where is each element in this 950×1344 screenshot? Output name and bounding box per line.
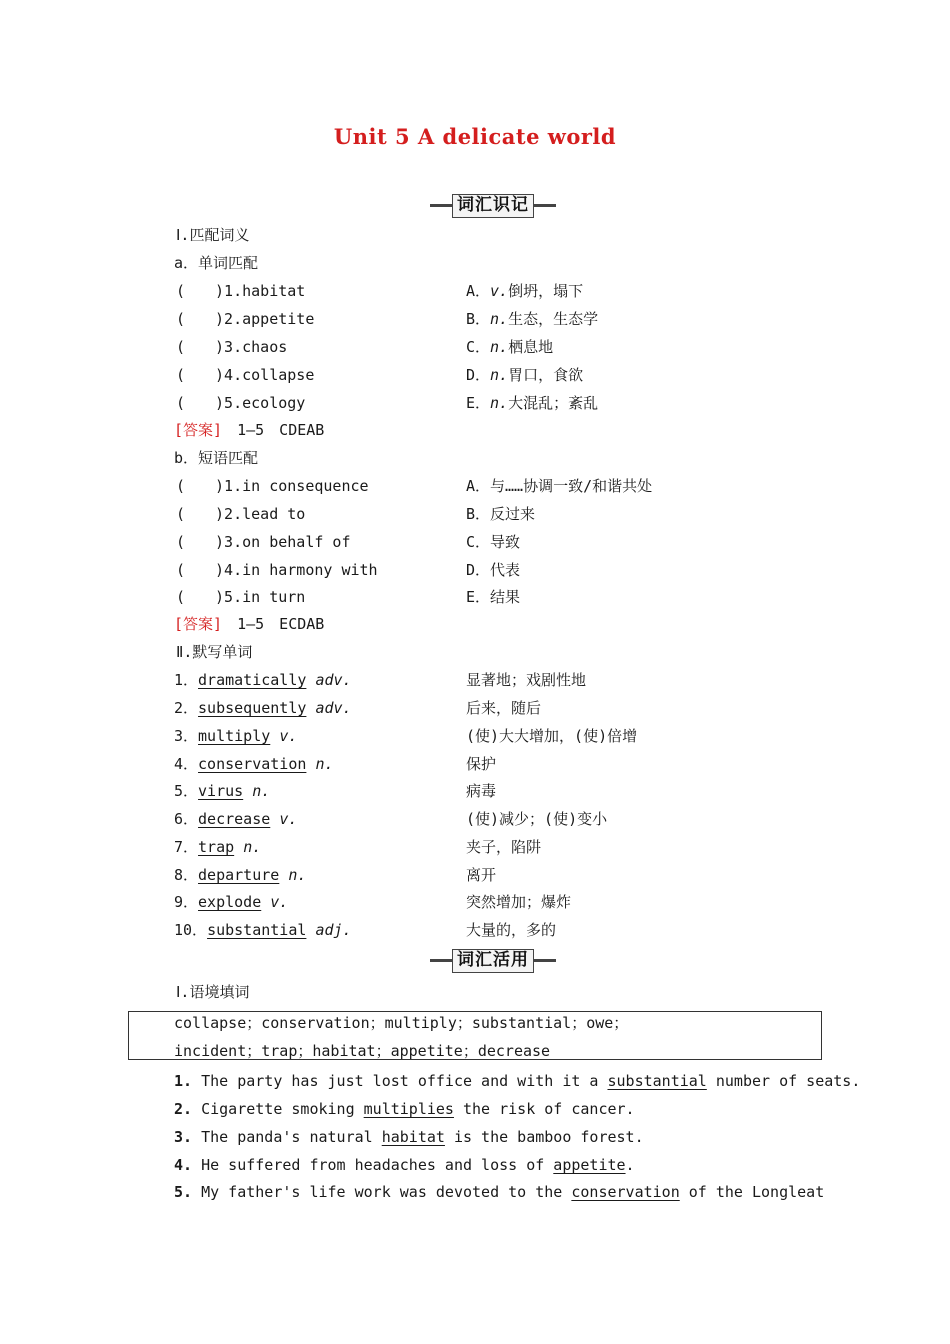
spelling-meaning: 夹子，陷阱	[466, 838, 542, 856]
sentence-item: 2. Cigarette smoking multiplies the risk of cancer.	[174, 1100, 635, 1118]
spelling-item: 4．conservation n.	[174, 755, 334, 773]
banner-label: 词汇识记	[457, 195, 529, 215]
word-match-option: B．n.生态，生态学	[466, 310, 599, 328]
phrase-match-heading: b．短语匹配	[174, 449, 259, 467]
spelling-meaning: 病毒	[466, 782, 497, 800]
spelling-meaning: 突然增加；爆炸	[466, 893, 572, 911]
spelling-item: 1．dramatically adv.	[174, 671, 352, 689]
phrase-match-option: E．结果	[466, 588, 521, 606]
spelling-item: 9．explode v.	[174, 893, 289, 911]
spelling-item: 7．trap n.	[174, 838, 262, 856]
word-match-question: ( )4.collapse	[176, 366, 315, 384]
sentence-item: 5. My father's life work was devoted to the conservation of the Longleat	[174, 1183, 825, 1201]
word-match-question: ( )2.appetite	[176, 310, 315, 328]
section-banner-vocab-memorize	[430, 192, 556, 218]
phrase-match-option: C．导致	[466, 533, 521, 551]
phrase-match-question: ( )3.on behalf of	[176, 533, 351, 551]
part1-heading: Ⅰ.匹配词义	[176, 226, 250, 244]
part2-heading: Ⅱ.默写单词	[176, 643, 253, 661]
word-match-option: E．n.大混乱；紊乱	[466, 394, 599, 412]
spelling-meaning: 保护	[466, 755, 497, 773]
phrase-match-question: ( )2.lead to	[176, 505, 306, 523]
page-title: Unit 5 A delicate world	[333, 124, 617, 149]
phrase-match-option: B．反过来	[466, 505, 536, 523]
word-match-question: ( )3.chaos	[176, 338, 288, 356]
word-match-option: A．v.倒坍，塌下	[466, 282, 584, 300]
word-bank-line: incident；trap；habitat；appetite；decrease	[174, 1042, 551, 1060]
word-match-answer: [答案] 1—5 CDEAB	[174, 421, 325, 439]
phrase-match-option: D．代表	[466, 561, 521, 579]
word-bank-line: collapse；conservation；multiply；substantial；owe；	[174, 1014, 629, 1032]
word-match-question: ( )5.ecology	[176, 394, 306, 412]
sentence-item: 4. He suffered from headaches and loss of appetite.	[174, 1156, 635, 1174]
word-match-question: ( )1.habitat	[176, 282, 306, 300]
spelling-meaning: 显著地；戏剧性地	[466, 671, 587, 689]
spelling-item: 3．multiply v.	[174, 727, 298, 745]
word-match-option: C．n.栖息地	[466, 338, 554, 356]
sentence-item: 3. The panda's natural habitat is the bamboo forest.	[174, 1128, 644, 1146]
spelling-meaning: 后来，随后	[466, 699, 542, 717]
phrase-match-answer: [答案] 1—5 ECDAB	[174, 615, 325, 633]
spelling-meaning: (使)大大增加，(使)倍增	[466, 727, 638, 745]
phrase-match-question: ( )1.in consequence	[176, 477, 369, 495]
banner-label: 词汇活用	[457, 950, 529, 970]
phrase-match-question: ( )5.in turn	[176, 588, 306, 606]
phrase-match-question: ( )4.in harmony with	[176, 561, 378, 579]
spelling-meaning: 离开	[466, 866, 497, 884]
sentence-item: 1. The party has just lost office and with it a substantial number of seats.	[174, 1072, 861, 1090]
phrase-match-option: A．与……协调一致/和谐共处	[466, 477, 653, 495]
word-match-option: D．n.胃口，食欲	[466, 366, 584, 384]
word-match-heading: a．单词匹配	[174, 254, 259, 272]
section-banner-vocab-usage	[430, 947, 556, 973]
spelling-item: 2．subsequently adv.	[174, 699, 352, 717]
part3-heading: Ⅰ.语境填词	[176, 983, 250, 1001]
spelling-item: 6．decrease v.	[174, 810, 298, 828]
spelling-item: 5．virus n.	[174, 782, 271, 800]
spelling-meaning: 大量的，多的	[466, 921, 557, 939]
spelling-item: 10．substantial adj.	[174, 921, 352, 939]
spelling-item: 8．departure n.	[174, 866, 307, 884]
spelling-meaning: (使)减少；(使)变小	[466, 810, 608, 828]
